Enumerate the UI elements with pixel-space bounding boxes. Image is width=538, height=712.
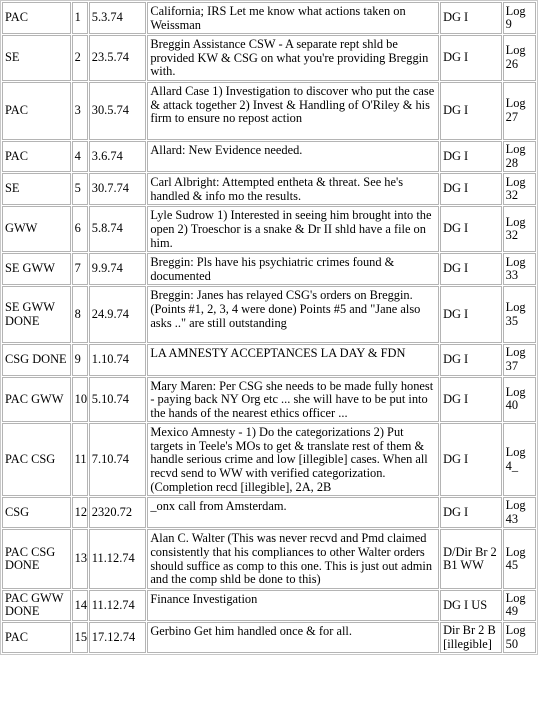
row-number: 13 — [72, 529, 88, 588]
row-recipient: DG I — [440, 206, 502, 252]
row-tags: SE GWW — [2, 253, 71, 285]
row-description: Breggin Assistance CSW - A separate rept shld be provided KW & CSG on what you're providing Breggin with. — [147, 35, 439, 81]
row-tags: PAC — [2, 2, 71, 34]
row-recipient: DG I — [440, 344, 502, 375]
row-date: 7.10.74 — [89, 423, 147, 496]
row-log-ref: Log 49 — [503, 590, 536, 621]
row-log-ref: Log 45 — [503, 529, 536, 588]
row-log-ref: Log 32 — [503, 206, 536, 252]
row-number: 1 — [72, 2, 88, 34]
table-row — [2, 35, 536, 81]
row-description: _onx call from Amsterdam. — [147, 497, 439, 528]
log-table-body — [2, 2, 536, 653]
row-tags: CSG — [2, 497, 71, 528]
row-recipient: DG I — [440, 173, 502, 205]
row-log-ref: Log 37 — [503, 344, 536, 375]
row-date: 1.10.74 — [89, 344, 147, 375]
row-description: Allard: New Evidence needed. — [147, 141, 439, 172]
row-tags: PAC GWW DONE — [2, 590, 71, 621]
table-row — [2, 377, 536, 423]
row-log-ref: Log 33 — [503, 253, 536, 285]
row-date: 30.5.74 — [89, 82, 147, 140]
row-date: 5.10.74 — [89, 377, 147, 423]
row-tags: PAC — [2, 82, 71, 140]
row-number: 12 — [72, 497, 88, 528]
row-tags: SE — [2, 35, 71, 81]
row-number: 15 — [72, 622, 88, 653]
row-number: 9 — [72, 344, 88, 375]
row-tags: PAC CSG DONE — [2, 529, 71, 588]
row-number: 4 — [72, 141, 88, 172]
row-date: 3.6.74 — [89, 141, 147, 172]
row-description: Breggin: Janes has relayed CSG's orders on Breggin. (Points #1, 2, 3, 4 were done) Points #5 and "Jane also asks .." are still outstanding — [147, 286, 439, 343]
row-description: LA AMNESTY ACCEPTANCES LA DAY & FDN — [147, 344, 439, 375]
row-date: 2320.72 — [89, 497, 147, 528]
row-number: 14 — [72, 590, 88, 621]
row-number: 10 — [72, 377, 88, 423]
row-tags: PAC GWW — [2, 377, 71, 423]
row-description: Mexico Amnesty - 1) Do the categorizations 2) Put targets in Teele's MOs to get & translate rest of them & handle serious crime and low [illegible] cases. When all recvd send to WW with verified categorization. (Completion recd [illegible], 2A, 2B — [147, 423, 439, 496]
table-row — [2, 423, 536, 496]
row-number: 2 — [72, 35, 88, 81]
table-row — [2, 497, 536, 528]
table-row — [2, 344, 536, 375]
table-row — [2, 590, 536, 621]
row-log-ref: Log 26 — [503, 35, 536, 81]
row-description: Alan C. Walter (This was never recvd and Pmd claimed consistently that his compliances to other Walter orders should suffice as comp to this one. This is just out admin and the comp shld be done to this) — [147, 529, 439, 588]
row-date: 23.5.74 — [89, 35, 147, 81]
row-recipient: DG I — [440, 377, 502, 423]
row-date: 11.12.74 — [89, 590, 147, 621]
row-description: Lyle Sudrow 1) Interested in seeing him brought into the open 2) Troeschor is a snake & Dr II shld have a file on him. — [147, 206, 439, 252]
row-recipient: DG I — [440, 141, 502, 172]
row-number: 3 — [72, 82, 88, 140]
row-description: Breggin: Pls have his psychiatric crimes found & documented — [147, 253, 439, 285]
row-log-ref: Log 32 — [503, 173, 536, 205]
row-log-ref: Log 43 — [503, 497, 536, 528]
row-log-ref: Log 50 — [503, 622, 536, 653]
row-log-ref: Log 4_ — [503, 423, 536, 496]
row-recipient: Dir Br 2 B [illegible] — [440, 622, 502, 653]
row-date: 11.12.74 — [89, 529, 147, 588]
row-log-ref: Log 27 — [503, 82, 536, 140]
row-tags: CSG DONE — [2, 344, 71, 375]
row-recipient: DG I — [440, 497, 502, 528]
row-log-ref: Log 35 — [503, 286, 536, 343]
row-description: Allard Case 1) Investigation to discover who put the case & attack together 2) Invest & Handling of O'Riley & his firm to ensure no repost action — [147, 82, 439, 140]
row-log-ref: Log 28 — [503, 141, 536, 172]
row-date: 17.12.74 — [89, 622, 147, 653]
row-date: 30.7.74 — [89, 173, 147, 205]
row-number: 5 — [72, 173, 88, 205]
row-description: Gerbino Get him handled once & for all. — [147, 622, 439, 653]
row-recipient: DG I — [440, 35, 502, 81]
row-recipient: DG I — [440, 423, 502, 496]
row-number: 11 — [72, 423, 88, 496]
row-date: 5.3.74 — [89, 2, 147, 34]
row-date: 9.9.74 — [89, 253, 147, 285]
row-recipient: DG I — [440, 253, 502, 285]
row-description: California; IRS Let me know what actions taken on Weissman — [147, 2, 439, 34]
row-log-ref: Log 9 — [503, 2, 536, 34]
row-recipient: DG I — [440, 82, 502, 140]
row-recipient: DG I — [440, 2, 502, 34]
row-number: 7 — [72, 253, 88, 285]
row-tags: SE GWW DONE — [2, 286, 71, 343]
row-tags: PAC CSG — [2, 423, 71, 496]
table-row — [2, 82, 536, 140]
row-tags: SE — [2, 173, 71, 205]
row-description: Carl Albright: Attempted entheta & threat. See he's handled & info mo the results. — [147, 173, 439, 205]
row-tags: PAC — [2, 622, 71, 653]
row-tags: GWW — [2, 206, 71, 252]
row-date: 24.9.74 — [89, 286, 147, 343]
row-description: Mary Maren: Per CSG she needs to be made fully honest - paying back NY Org etc ... she will have to be put into the hands of the nearest ethics officer ... — [147, 377, 439, 423]
table-row — [2, 529, 536, 588]
table-row — [2, 2, 536, 34]
row-description: Finance Investigation — [147, 590, 439, 621]
row-number: 6 — [72, 206, 88, 252]
row-number: 8 — [72, 286, 88, 343]
table-row — [2, 173, 536, 205]
row-date: 5.8.74 — [89, 206, 147, 252]
row-tags: PAC — [2, 141, 71, 172]
table-row — [2, 206, 536, 252]
row-recipient: DG I US — [440, 590, 502, 621]
table-row — [2, 286, 536, 343]
row-recipient: DG I — [440, 286, 502, 343]
table-row — [2, 622, 536, 653]
row-recipient: D/Dir Br 2 B1 WW — [440, 529, 502, 588]
table-row — [2, 253, 536, 285]
row-log-ref: Log 40 — [503, 377, 536, 423]
table-row — [2, 141, 536, 172]
